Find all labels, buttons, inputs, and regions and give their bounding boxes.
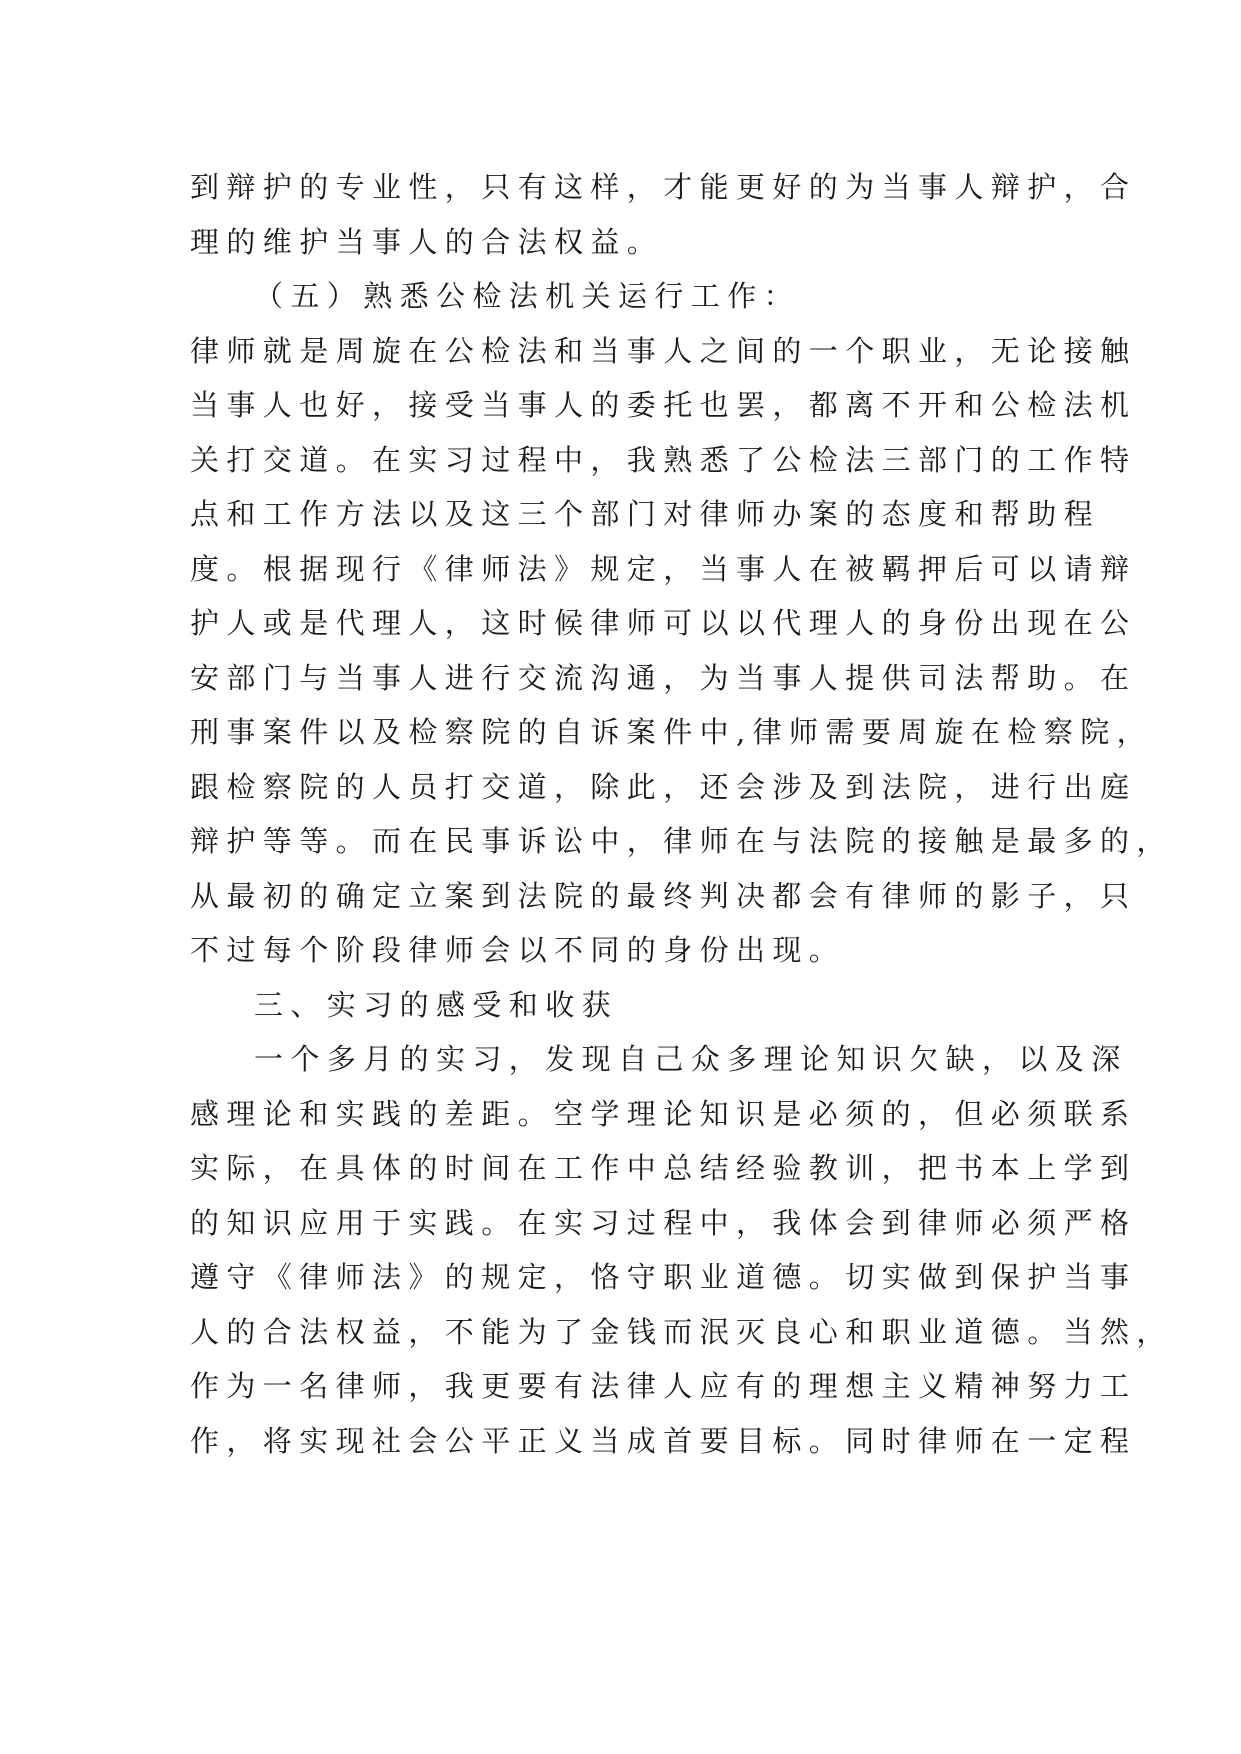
text-line: 安部门与当事人进行交流沟通，为当事人提供司法帮助。在 <box>190 660 1137 695</box>
text-line: 一个多月的实习，发现自己众多理论知识欠缺，以及深 <box>254 1042 1128 1076</box>
text-line: 作为一名律师，我更要有法律人应有的理想主义精神努力工 <box>190 1369 1137 1403</box>
text-line: 刑事案件以及检察院的自诉案件中,律师需要周旋在检察院， <box>190 715 1154 749</box>
text-line: 遵守《律师法》的规定，恪守职业道德。切实做到保护当事 <box>190 1260 1137 1294</box>
text-line: 辩护等等。而在民事诉讼中，律师在与法院的接触是最多的， <box>190 824 1173 858</box>
text-line: 律师就是周旋在公检法和当事人之间的一个职业，无论接触 <box>190 333 1137 368</box>
text-line: 实际，在具体的时间在工作中总结经验教训，把书本上学到 <box>190 1151 1137 1185</box>
document-body <box>190 160 1173 1468</box>
text-line: 到辩护的专业性，只有这样，才能更好的为当事人辩护，合 <box>190 170 1137 204</box>
text-line: 关打交道。在实习过程中，我熟悉了公检法三部门的工作特 <box>190 442 1137 477</box>
text-line: 点和工作方法以及这三个部门对律师办案的态度和帮助程 <box>190 497 1101 531</box>
text-line: 理的维护当事人的合法权益。 <box>190 224 664 259</box>
text-line: 护人或是代理人，这时候律师可以以代理人的身份出现在公 <box>190 606 1137 640</box>
text-line: 度。根据现行《律师法》规定，当事人在被羁押后可以请辩 <box>190 551 1137 586</box>
text-line: 当事人也好，接受当事人的委托也罢，都离不开和公检法机 <box>190 388 1137 422</box>
text-line: 跟检察院的人员打交道，除此，还会涉及到法院，进行出庭 <box>190 769 1137 804</box>
text-line: 从最初的确定立案到法院的最终判决都会有律师的影子，只 <box>190 878 1137 913</box>
section-heading: 三、实习的感受和收获 <box>254 987 619 1022</box>
text-line: 不过每个阶段律师会以不同的身份出现。 <box>190 933 846 967</box>
text-line: 作，将实现社会公平正义当成首要目标。同时律师在一定程 <box>190 1423 1137 1458</box>
text-line: 感理论和实践的差距。空学理论知识是必须的，但必须联系 <box>190 1096 1137 1131</box>
text-line: 人的合法权益，不能为了金钱而泯灭良心和职业道德。当然， <box>190 1314 1173 1349</box>
subsection-heading: （五）熟悉公检法机关运行工作： <box>254 279 801 313</box>
text-line: 的知识应用于实践。在实习过程中，我体会到律师必须严格 <box>190 1205 1137 1240</box>
